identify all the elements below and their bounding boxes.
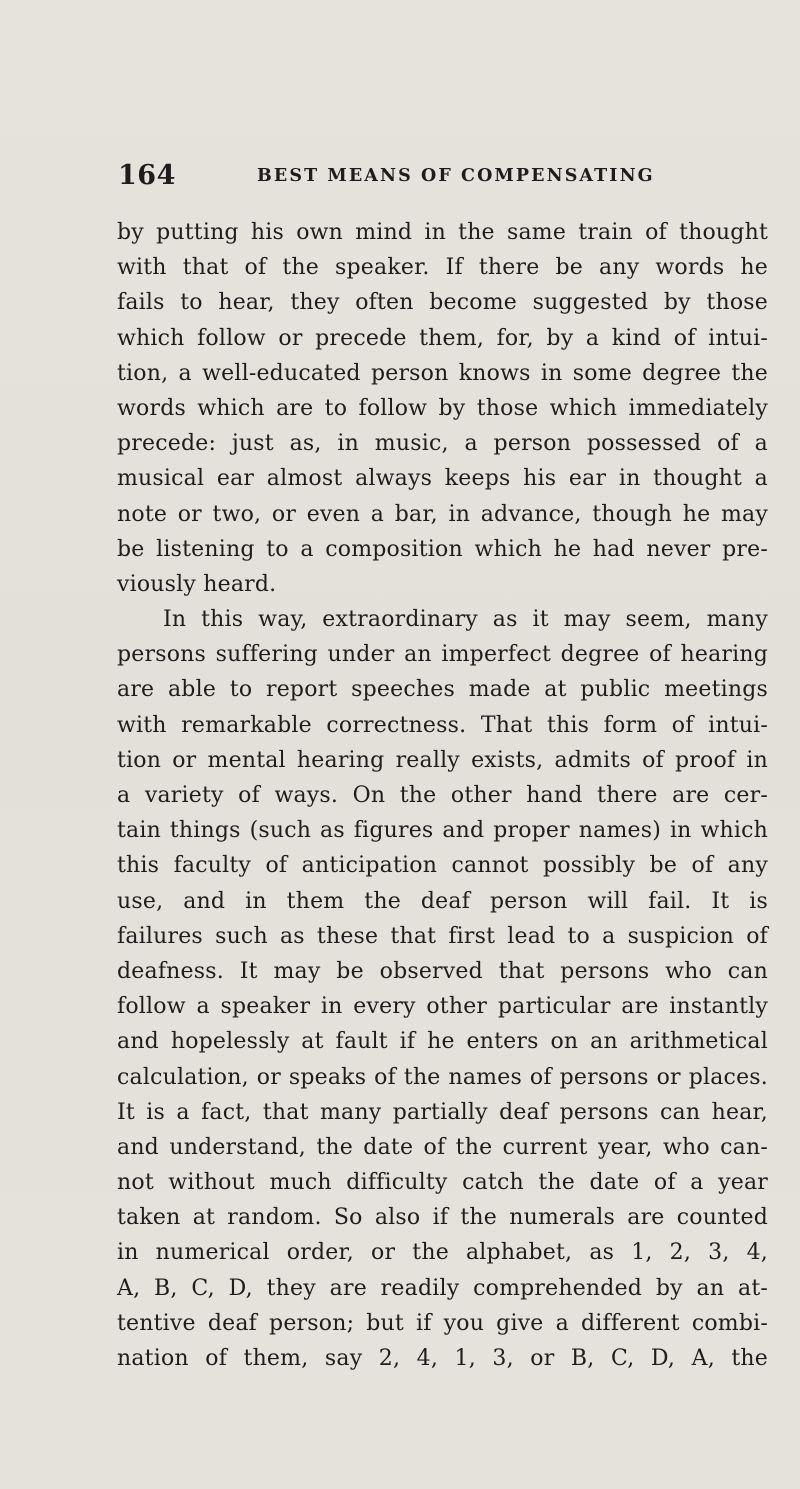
text-line: which follow or precede them, for, by a kind of intui- [117,325,768,351]
text-line: tion or mental hearing really exists, admits of proof in [117,747,768,773]
paragraph-1 [117,215,768,602]
text-line: a variety of ways. On the other hand there are cer- [117,783,768,808]
text-line: tentive deaf person; but if you give a different combi- [117,1310,768,1336]
body-text [117,215,768,1376]
text-line: fails to hear, they often become suggested by those [117,290,768,316]
text-line: viously heard. [117,571,277,597]
running-title: BEST MEANS OF COMPENSATING [257,166,655,186]
text-line: tion, a well-educated person knows in some degree the [117,360,768,386]
text-line: and understand, the date of the current year, who can- [117,1134,768,1160]
paragraph-2 [117,602,768,1376]
text-line: not without much difficulty catch the date of a year [117,1170,768,1196]
text-line: precede: just as, in music, a person possessed of a [117,431,768,457]
text-line: It is a fact, that many partially deaf persons can hear, [117,1099,768,1125]
text-line: with remarkable correctness. That this form of intui- [117,712,768,738]
text-line: musical ear almost always keeps his ear in thought a [117,466,768,492]
text-line: words which are to follow by those which immediately [117,395,768,421]
text-line: calculation, or speaks of the names of persons or places. [117,1064,768,1090]
text-line: be listening to a composition which he had never pre- [117,536,768,562]
text-line: use, and in them the deaf person will fail. It is [117,888,768,914]
text-line: tain things (such as figures and proper names) in which [117,818,768,844]
text-line: are able to report speeches made at public meetings [117,677,768,703]
running-head [118,160,758,200]
text-line: deafness. It may be observed that persons who can [117,958,768,984]
text-line: nation of them, say 2, 4, 1, 3, or B, C, D, A, the [117,1346,768,1371]
page-number: 164 [118,160,176,191]
text-line: follow a speaker in every other particular are instantly [117,994,768,1020]
text-line: in numerical order, or the alphabet, as 1, 2, 3, 4, [117,1240,768,1266]
text-line: note or two, or even a bar, in advance, though he may [117,501,768,527]
text-line: with that of the speaker. If there be any words he [117,255,768,281]
text-line: taken at random. So also if the numerals are counted [117,1205,768,1231]
text-line: and hopelessly at fault if he enters on an arithmetical [117,1029,768,1055]
text-line: failures such as these that first lead to a suspicion of [117,923,768,949]
text-line: by putting his own mind in the same train of thought [117,220,768,245]
text-line: In this way, extraordinary as it may seem, many [163,607,768,633]
text-line: this faculty of anticipation cannot possibly be of any [117,853,768,879]
text-line: persons suffering under an imperfect degree of hearing [117,642,768,668]
text-line: A, B, C, D, they are readily comprehended by an at- [117,1275,768,1301]
